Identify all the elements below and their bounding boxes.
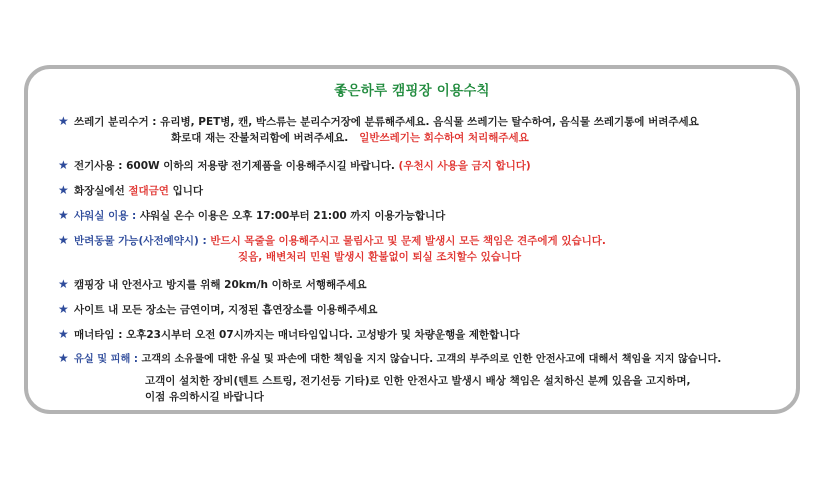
star-icon: ★: [58, 277, 69, 291]
rule-electricity-text: 600W 이하의 저용량 전기제품을 이용해주시길 바랍니다.: [126, 160, 395, 172]
rule-restroom-red: 절대금연: [128, 185, 169, 197]
rule-smoking-text: 사이트 내 모든 장소는 금연이며, 지정된 흡연장소를 이용해주세요: [74, 304, 378, 316]
rule-electricity-label: 전기사용 :: [74, 160, 127, 172]
page-title: 좋은하루 캠핑장 이용수칙: [334, 83, 490, 99]
rule-restroom: [58, 182, 203, 199]
rule-waste-line2: [171, 130, 529, 146]
rule-shower: [58, 207, 445, 224]
rule-waste-text: 유리병, PET병, 캔, 박스류는 분리수거장에 분류해주세요. 음식물 쓰레기는 탈수하여, 음식물 쓰레기통에 버려주세요: [160, 116, 699, 128]
rule-waste-label: 쓰레기 분리수거 :: [74, 116, 161, 128]
rule-pets-line2: [238, 249, 521, 265]
rule-loss-line3-text: 이점 유의하시길 바랍니다: [145, 391, 264, 403]
rule-loss-line2-text: 고객이 설치한 장비(텐트 스트링, 전기선등 기타)로 인한 안전사고 발생시 배상 책임은 설치하신 분께 있음을 고지하며,: [145, 375, 691, 387]
rule-manner-time-label: 매너타임 :: [74, 329, 127, 341]
rule-pets: [58, 232, 606, 249]
star-icon: ★: [58, 233, 69, 247]
star-icon: ★: [58, 158, 69, 172]
rule-shower-text: 샤워실 온수 이용은 오후 17:00부터 21:00 까지 이용가능합니다: [139, 210, 446, 222]
rule-manner-time-text: 오후23시부터 오전 07시까지는 매너타임입니다. 고성방가 및 차량운행을 제한합니다: [126, 329, 520, 341]
rule-loss-line3: [145, 389, 264, 405]
rule-loss-text: 고객의 소유물에 대한 유실 및 파손에 대한 책임을 지지 않습니다. 고객의 부주의로 인한 안전사고에 대해서 책임을 지지 않습니다.: [141, 354, 722, 365]
rule-smoking: [58, 301, 377, 318]
rule-pets-red2: 짖음, 배변처리 민원 발생시 환불없이 퇴실 조치할수 있습니다: [238, 251, 522, 263]
rule-shower-label: 샤워실 이용 :: [74, 210, 140, 222]
rule-loss: [58, 350, 721, 368]
rule-waste-line2-red: 일반쓰레기는 회수하여 처리해주세요: [359, 132, 529, 144]
rule-restroom-tail: 입니다: [168, 185, 204, 197]
rule-pets-label: 반려동물 가능(사전예약시) :: [74, 235, 211, 247]
rule-pets-red: 반드시 목줄을 이용해주시고 물림사고 및 문제 발생시 모든 책임은 견주에게 있습니다.: [210, 235, 606, 247]
star-icon: ★: [58, 302, 69, 316]
rule-waste-line2-text: 화로대 재는 잔불처리함에 버려주세요.: [171, 132, 349, 144]
rule-waste: [58, 113, 699, 130]
star-icon: ★: [58, 327, 69, 341]
rule-loss-label: 유실 및 피해 :: [74, 354, 142, 365]
star-icon: ★: [58, 208, 69, 222]
rule-speed: [58, 276, 367, 293]
rule-manner-time: [58, 326, 520, 343]
rule-loss-line2: [145, 373, 690, 389]
star-icon: ★: [58, 114, 69, 128]
rule-electricity: [58, 157, 531, 174]
rule-speed-text: 캠핑장 내 안전사고 방지를 위해 20km/h 이하로 서행해주세요: [74, 279, 367, 291]
rule-electricity-red: (우천시 사용을 금지 합니다): [398, 160, 531, 172]
rules-panel: [24, 65, 800, 414]
rule-restroom-text: 화장실에선: [74, 185, 129, 197]
star-icon: ★: [58, 183, 69, 197]
star-icon: ★: [58, 351, 69, 365]
